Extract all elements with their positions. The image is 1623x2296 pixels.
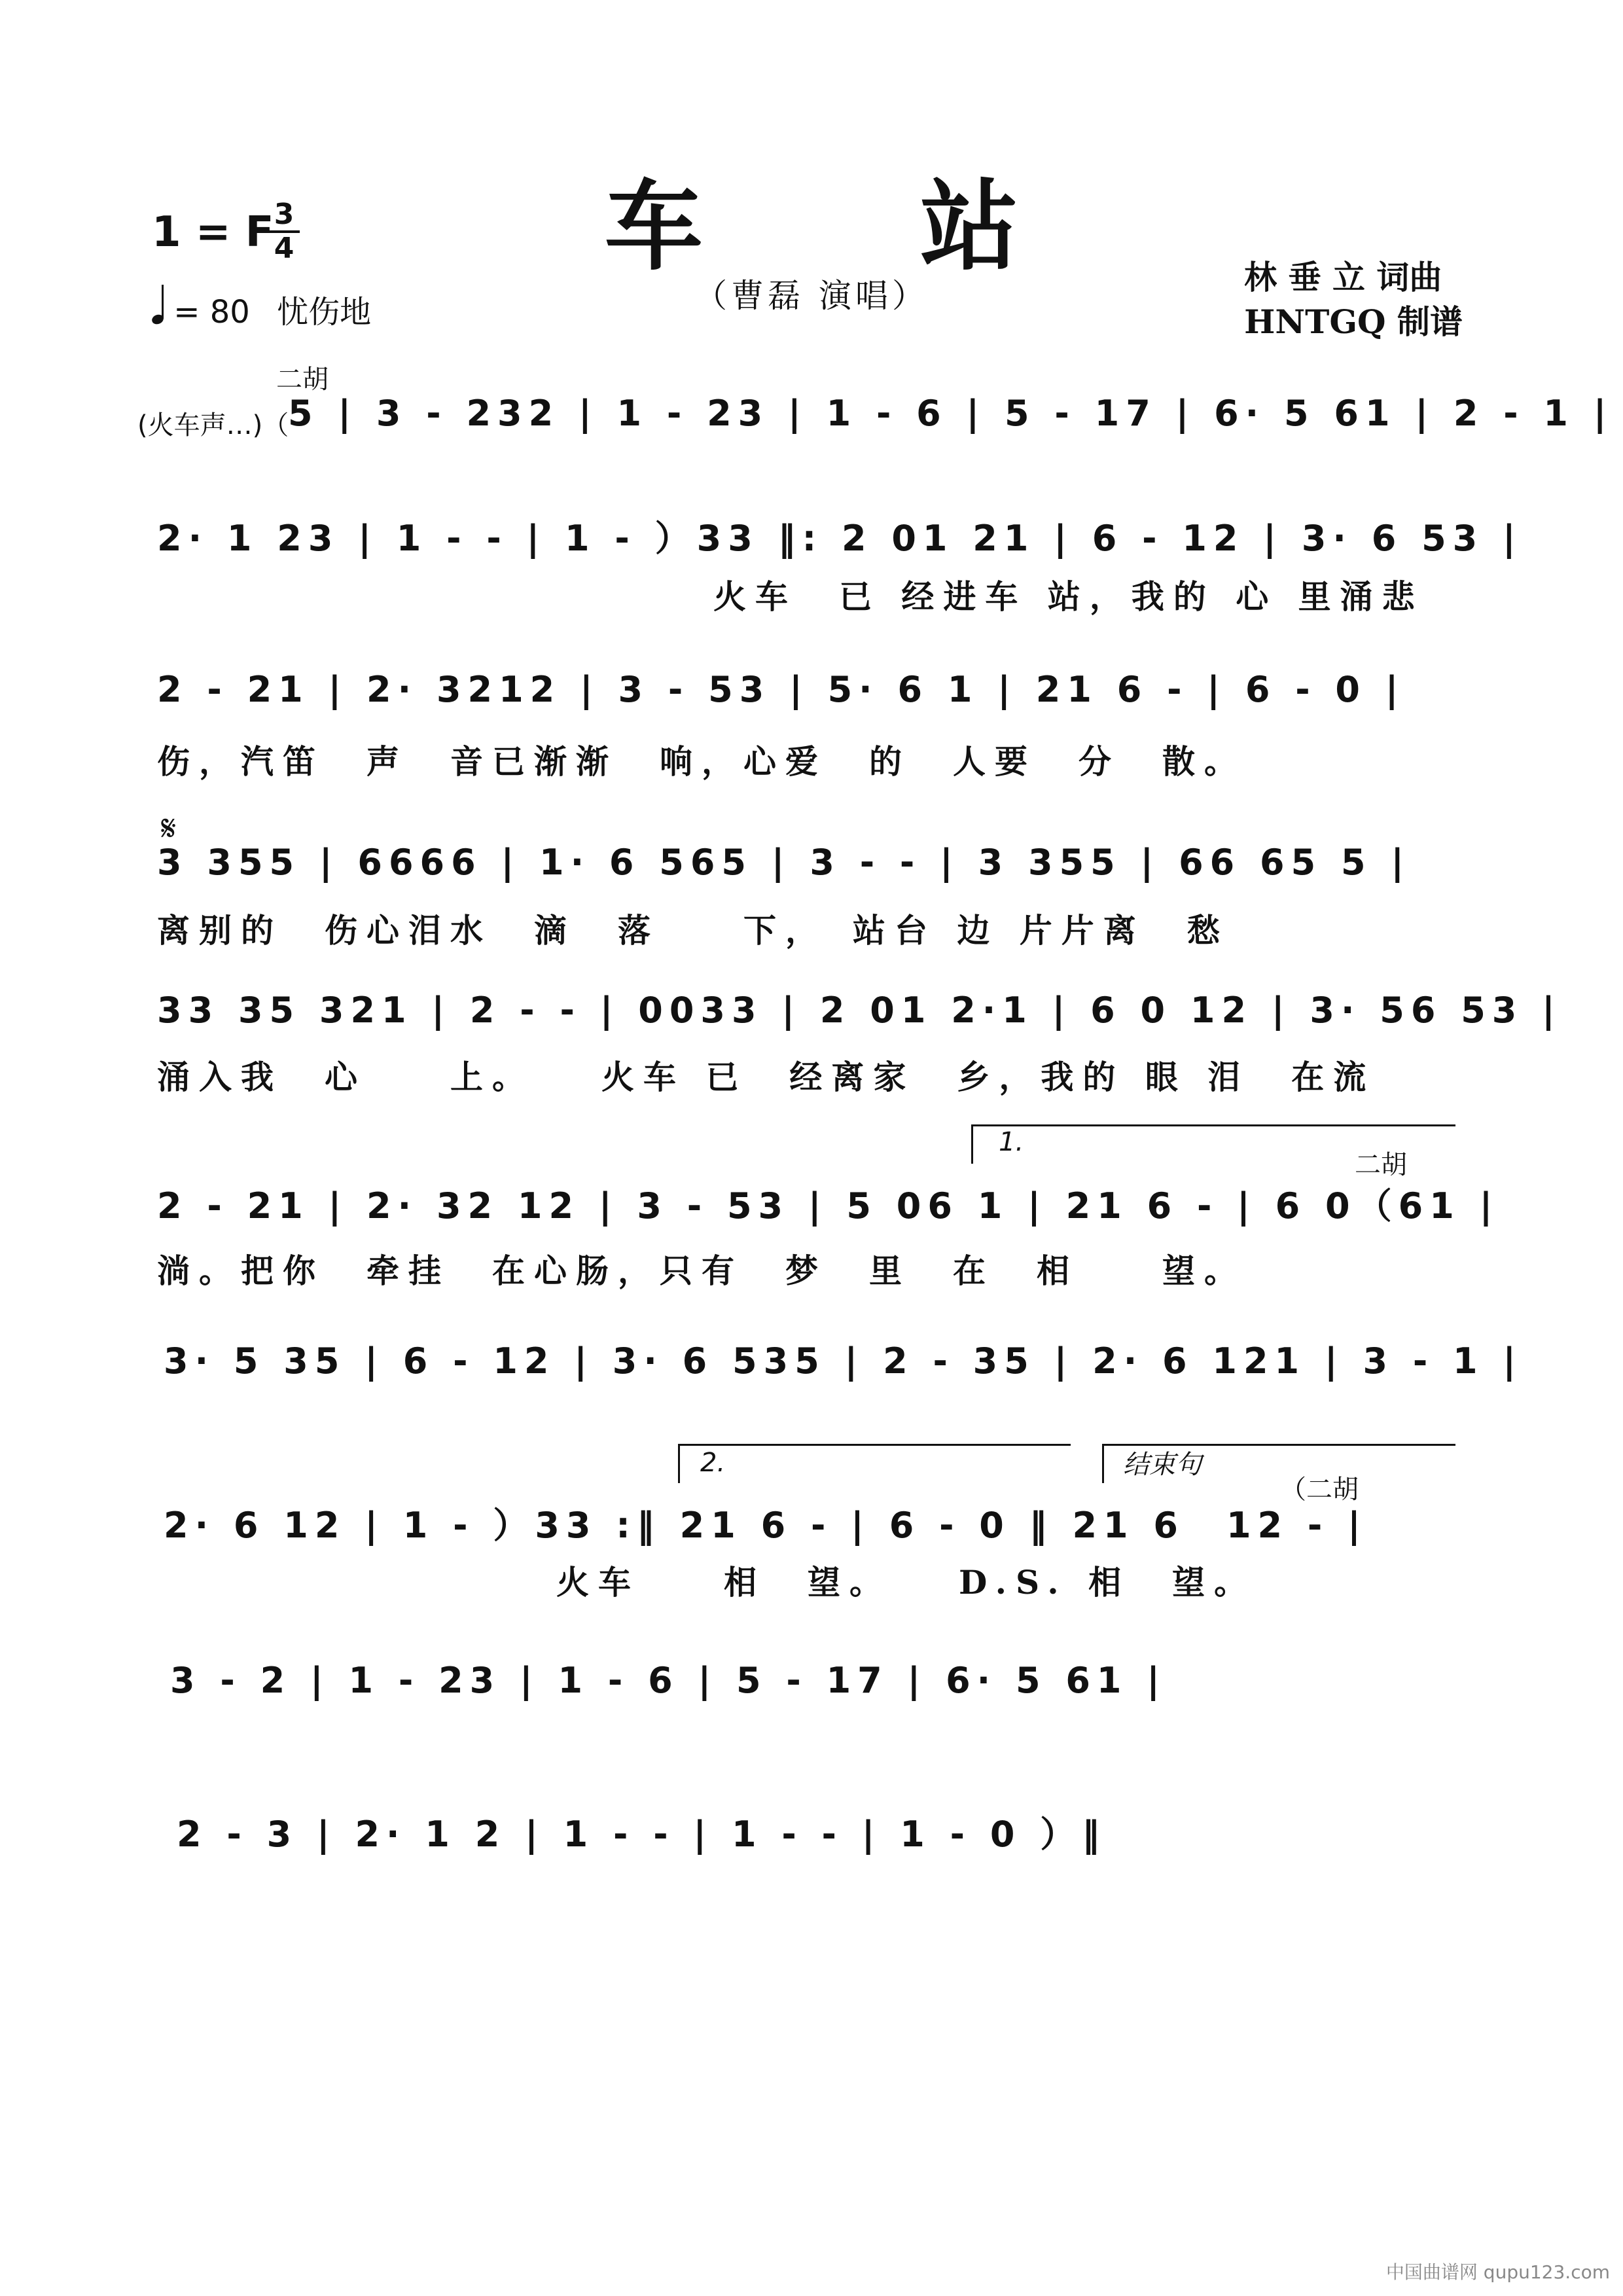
intro-label: (火车声…)（ (137, 410, 289, 440)
lyrics-row-2: 火车 已 经进车 站，我的 心 里涌悲 (713, 577, 1424, 616)
segno-icon: 𝄋 (161, 808, 177, 849)
score-row-1: 5 | 3 - 232 | 1 - 23 | 1 - 6 | 5 - 17 | 6· 5 61 | 2 - 1 | (288, 393, 1613, 434)
score-row-9: 3 - 2 | 1 - 23 | 1 - 6 | 5 - 17 | 6· 5 61 | (170, 1660, 1166, 1701)
erhu-label-2: 二胡 (1355, 1150, 1407, 1180)
watermark: 中国曲谱网 qupu123.com (1385, 2261, 1610, 2283)
page-title: 车 站 (604, 169, 1111, 284)
credits (1244, 255, 1463, 344)
performer-credit: （曹磊 演唱） (694, 277, 929, 315)
erhu-label-3: （二胡 (1280, 1475, 1359, 1505)
score-row-4: 3 355 | 6666 | 1· 6 565 | 3 - - | 3 355 | 66 65 5 | (157, 842, 1411, 883)
transcriber: HNTGQ 制谱 (1244, 302, 1463, 341)
score-row-6: 2 - 21 | 2· 32 12 | 3 - 53 | 5 06 1 | 21 6 - | 6 0（61 | (157, 1185, 1499, 1227)
ending-label: 结束句 (1123, 1450, 1202, 1480)
erhu-label: 二胡 (276, 365, 329, 395)
tempo-expression: 忧伤地 (277, 294, 372, 331)
score-row-5: 33 35 321 | 2 - - | 0033 | 2 01 2·1 | 6 0 12 | 3· 56 53 | (157, 990, 1561, 1031)
score-row-3: 2 - 21 | 2· 3212 | 3 - 53 | 5· 6 1 | 21 6 - | 6 - 0 | (157, 669, 1405, 710)
lyrics-row-6: 淌。把你 牵挂 在心肠，只有 梦 里 在 相 望。 (157, 1251, 1246, 1290)
lyrics-row-5: 涌入我 心 上。 火车 已 经离家 乡，我的 眼 泪 在流 (157, 1058, 1376, 1096)
time-signature (268, 200, 300, 263)
score-row-8: 2· 6 12 | 1 - ）33 :‖ 21 6 - | 6 - 0 ‖ 21 6 12 - | (164, 1505, 1367, 1546)
time-signature-top: 3 (274, 198, 294, 231)
tempo-value: = 80 (173, 294, 250, 331)
lyrics-row-8: 火车 相 望。 D.S. 相 望。 (556, 1563, 1257, 1602)
lyrics-row-4: 离别的 伤心泪水 滴 落 下， 站台 边 片片离 愁 (157, 911, 1229, 950)
score-row-7: 3· 5 35 | 6 - 12 | 3· 6 535 | 2 - 35 | 2· 6 121 | 3 - 1 | (164, 1340, 1523, 1382)
score-row-10: 2 - 3 | 2· 1 2 | 1 - - | 1 - - | 1 - 0 ）‖ (177, 1814, 1107, 1855)
time-signature-bottom: 4 (274, 232, 294, 265)
tempo-marking (152, 287, 371, 332)
score-row-2: 2· 1 23 | 1 - - | 1 - ）33 ‖: 2 01 21 | 6 - 12 | 3· 6 53 | (157, 518, 1522, 559)
lyrics-row-3: 伤，汽笛 声 音已渐渐 响，心爱 的 人要 分 散。 (157, 742, 1246, 781)
volta-2: 2. (700, 1448, 726, 1478)
volta-1: 1. (999, 1127, 1024, 1157)
key-signature: 1 = F (152, 208, 274, 257)
lyricist-composer: 林 垂 立 词曲 (1244, 258, 1442, 296)
